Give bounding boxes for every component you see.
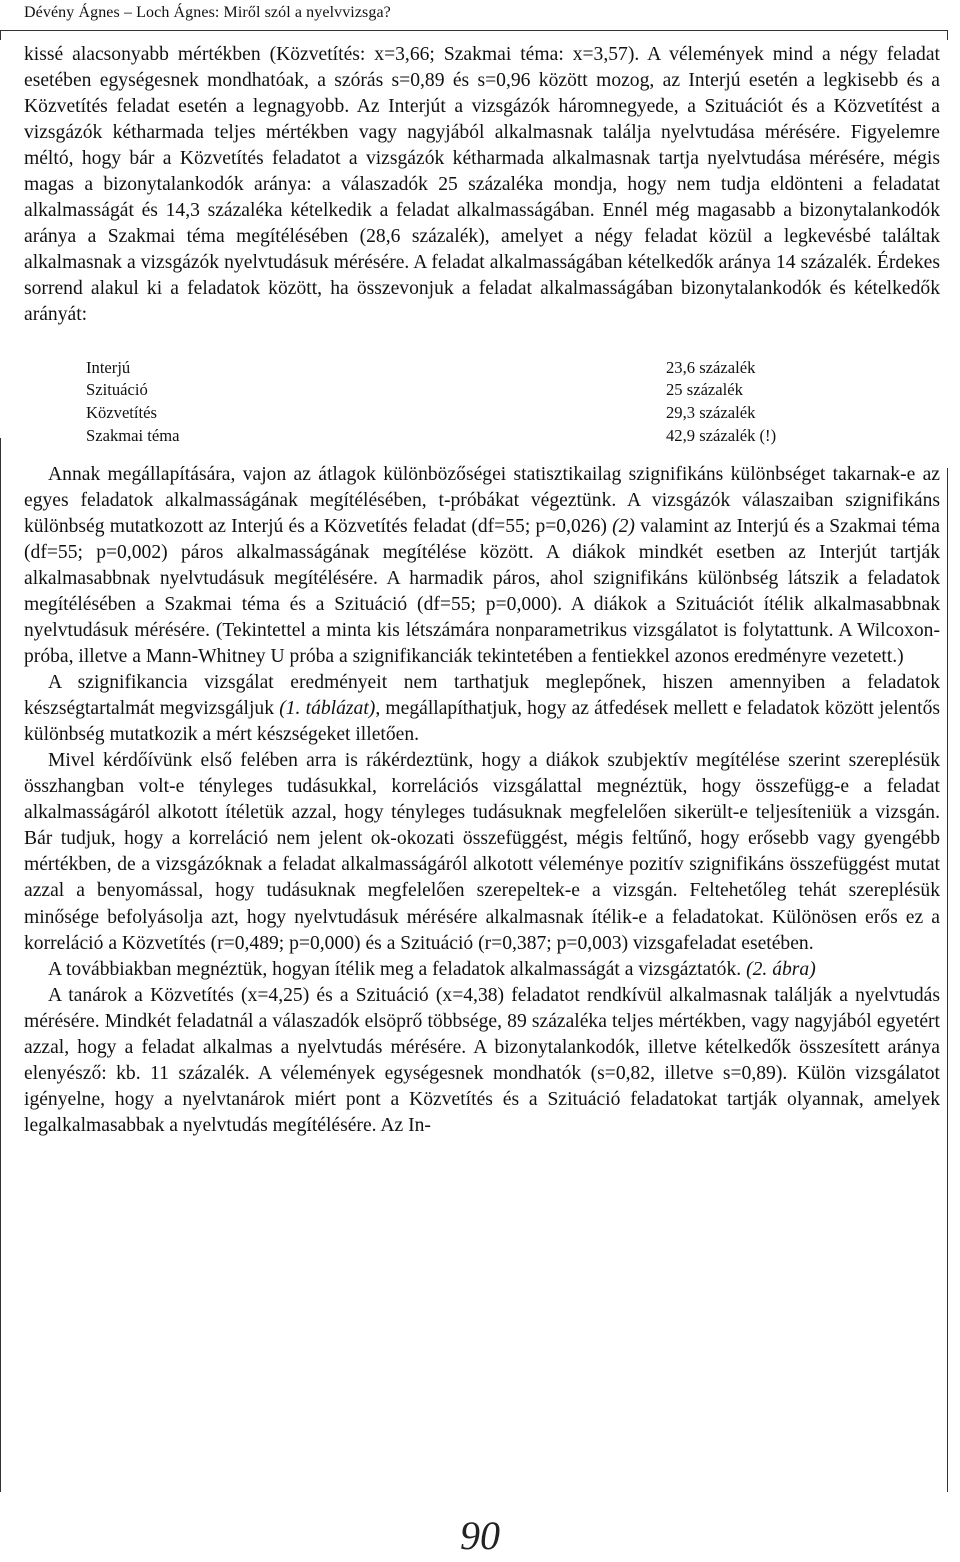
right-gutter-mark <box>947 30 948 40</box>
paragraph-examiners <box>24 957 940 983</box>
running-header: Dévény Ágnes – Loch Ágnes: Miről szól a nyelvvizsga? <box>24 4 391 21</box>
body-text <box>24 42 940 1139</box>
table-row <box>86 402 808 425</box>
paragraph-correlation: Mivel kérdőívünk első felében arra is rákérdeztünk, hogy a diákok szubjektív megítélése szerint szereplésük összhangban volt-e tényleges tudásukkal, korrelációs vizsgálattal megnéztük, hogy összefügg-e a feladat alkalmasságáról alkotott ítéletük azzal, hogy tényleges tudásuknak megfelelően sikerült-e teljesíteniük a vizsgán. Bár tudjuk, hogy a korreláció nem jelent ok-okozati összefüggést, mégis feltűnő, hogy erősebb vagy gyengébb mértékben, de a vizsgázóknak a feladat alkalmasságáról alkotott véleménye pozitív szignifikáns összefüggést mutat azzal a benyomással, hogy tudásuknak megfelelően szerepeltek-e a vizsgán. Feltehetőleg tehát szereplésük minősége befolyásolja azt, hogy nyelvtudásuk mérésére alkalmasnak ítélik-e a feladatokat. Különösen erős ez a korreláció a Közvetítés (r=0,489; p=0,000) és a Szituáció (r=0,387; p=0,003) vizsgafeladat esetében. <box>24 750 940 954</box>
task-name: Közvetítés <box>86 403 157 423</box>
task-name: Interjú <box>86 357 131 377</box>
task-percentage: 23,6 százalék <box>666 357 756 377</box>
figure-reference: (2. ábra) <box>746 958 816 980</box>
text-run: A továbbiakban megnéztük, hogyan ítélik meg a feladatok alkalmasságát a vizsgáztatók. <box>48 958 747 980</box>
reference-mark: (2) <box>612 515 635 537</box>
paragraph-significance <box>24 670 940 748</box>
task-name: Szakmai téma <box>86 425 180 445</box>
task-percentage: 25 százalék <box>666 380 743 400</box>
paragraph-teachers: A tanárok a Közvetítés (x=4,25) és a Szituáció (x=4,38) feladatot rendkívül alkalmasnak találják a nyelvtudás mérésére. Mindkét feladatnál a válaszadók elsöprő többsége, 89 százaléka teljes mértékben, vagy nagyjából egyetért azzal, hogy a feladat alkalmas a nyelvtudás mérésére. A bizonytalankodók, illetve kételkedők összesített aránya elenyésző: kb. 11 százalék. A vélemények egységesnek mondhatók (s=0,82, illetve s=0,89). Külön vizsgálatot igényelne, hogy a nyelvtanárok miért pont a Közvetítés és a Szituáció feladatokat tartják olyannak, amelyek legalkalmasabbak a nyelvtudás megítélésére. Az In- <box>24 984 940 1136</box>
table-reference: (1. táblázat) <box>279 698 376 720</box>
left-margin-rule <box>0 438 1 1492</box>
paragraph-continuation: kissé alacsonyabb mértékben (Közvetítés: x=3,66; Szakmai téma: x=3,57). A vélemények mind a négy feladat esetében egységesnek mondhatóak, a szórás s=0,89 és s=0,96 között mozog, az Interjú esetén a legkisebb és a Közvetítés feladat esetén a legnagyobb. Az Interjút a vizsgázók háromnegyede, a Szituációt és a Közvetítést a vizsgázók kétharmada teljes mértékben vagy nagyjából alkalmasnak találja nyelvtudása mérésére. Figyelemre méltó, hogy bár a Közvetítés feladatot a vizsgázók kétharmada alkalmasnak tartja nyelvtudása mérésére, mégis magas a bizonytalankodók aránya: a válaszadók 25 százaléka mondja, hogy nem tudja eldönteni a feladatat alkalmasságát és 14,3 százaléka kételkedik a feladat alkalmasságában. Ennél még magasabb a bizonytalankodók aránya a Szakmai téma megítélésében (28,6 százalék), amelyet a négy feladat közül a legkevésbé találtak alkalmasnak a vizsgázók nyelvtudásuk mérésére. A feladat alkalmasságában kételkedők aránya 14 százalék. Érdekes sorrend alakul ki a feladatok között, ha összevonjuk a feladat alkalmasságában bizonytalankodók és kételkedők arányát: <box>24 44 940 326</box>
table-row <box>86 425 808 448</box>
task-percentage: 42,9 százalék (!) <box>666 425 777 445</box>
text-run: , megállapíthatjuk, hogy az átfedések mellett e feladatok között jelentős különbség mutatkozik a mért készségeket illetően. <box>24 698 941 746</box>
right-margin-rule <box>947 468 948 1492</box>
header-rule <box>0 30 948 31</box>
table-row <box>86 379 808 402</box>
text-run: Annak megállapítására, vajon az átlagok különbözőségei statisztikailag szignifikáns különbséget takarnak-e az egyes feladatok alkalmasságának megítélésében, t-próbákat végeztünk. A vizsgázók válaszaiban szignifikáns különbség mutatkozott az Interjú és a Közvetítés feladat (df=55; p=0,026) <box>24 463 940 537</box>
task-percentage: 29,3 százalék <box>666 403 756 423</box>
paragraph-t-tests <box>24 462 940 670</box>
text-run: valamint az Interjú és a Szakmai téma (df=55; p=0,002) páros alkalmasságának megítélése között. A diákok mindkét esetben az Interjút tartják alkalmasabbnak nyelvtudásuk megítélésére. A harmadik páros, ahol szignifikáns különbség látszik a feladatok megítélésében a Szakmai téma és a Szituáció (df=55; p=0,000). A diákok a Szituációt ítélik alkalmasabbnak nyelvtudásuk mérésére. (Tekintettel a minta kis létszámára nonparametrikus vizsgálatot is folytattunk. A Wilcoxon-próba, illetve a Mann-Whitney U próba a szignifikanciák tekintetében a fentiekkel azonos eredményre vezetett.) <box>24 515 940 668</box>
table-row <box>86 357 808 380</box>
text-run: A szignifikancia vizsgálat eredményeit nem tarthatjuk meglepőnek, hiszen amennyiben a feladatok készségtartalmát megvizsgáljuk <box>24 672 940 720</box>
task-name: Szituáció <box>86 380 148 400</box>
left-gutter-mark <box>0 30 1 40</box>
uncertainty-percentage-table <box>86 357 808 448</box>
page-number: 90 <box>460 1513 500 1558</box>
